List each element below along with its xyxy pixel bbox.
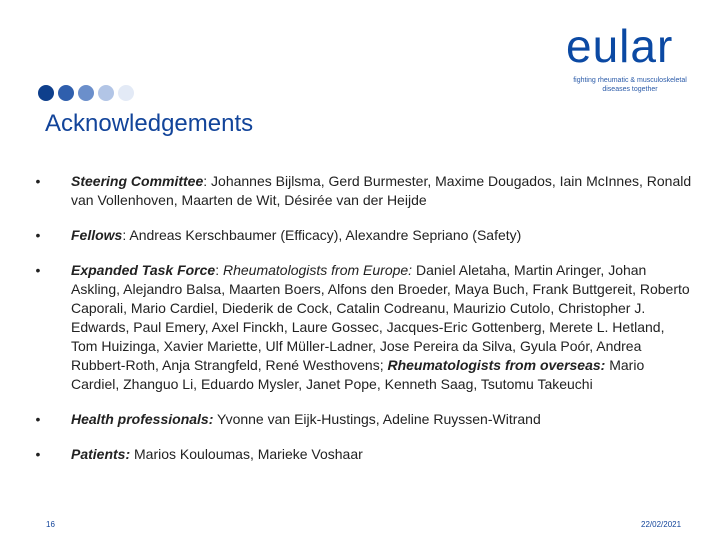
bullet-icon: • [35,446,41,462]
list-item-text [71,226,692,245]
text-run: : Andreas Kerschbaumer (Efficacy), Alexandre Sepriano (Safety) [122,227,522,243]
decorative-dots [38,85,134,101]
list-item [32,226,692,245]
page-number: 16 [46,520,55,529]
acknowledgements-list [32,172,692,480]
text-run: : Johannes Bijlsma, Gerd Burmester, Maxime Dougados, Iain McInnes, Ronald van Vollenhoven, Maarten de Wit, Désirée van der Heijde [71,173,692,208]
list-item [32,445,692,464]
bullet-icon: • [35,173,41,189]
list-item [32,261,692,394]
decorative-dot [78,85,94,101]
logo-tagline [566,76,694,94]
logo-tagline-line-2: diseases together [602,86,658,93]
decorative-dot [38,85,54,101]
decorative-dot [58,85,74,101]
bullet-icon: • [35,227,41,243]
list-item-text [71,172,692,210]
text-run: Patients: [71,446,131,462]
decorative-dot [118,85,134,101]
text-run: Rheumatologists from overseas: [387,357,606,373]
text-run: Yvonne van Eijk-Hustings, Adeline Ruyssen-Witrand [213,411,541,427]
list-item [32,172,692,210]
text-run: Mario Cardiel, Zhanguo Li, Eduardo Mysler, Janet Pope, Kenneth Saag, Tsutomu Takeuchi [71,357,645,392]
text-run: Expanded Task Force [71,262,216,278]
text-run: Marios Kouloumas, Marieke Voshaar [130,446,363,462]
slide-date: 22/02/2021 [641,520,682,529]
text-run: Daniel Aletaha, Martin Aringer, Johan Askling, Alejandro Balsa, Maarten Boers, Alfons den Broeder, Maya Buch, Frank Buttgereit, Roberto Caporali, Mario Cardiel, Diederik de Cock, Catalin Codreanu, Maurizio Cutolo, Christopher J. Edwards, Paul Emery, Axel Finckh, Laure Gossec, Jacques-Eric Gottenberg, Merete L. Hetland, Tom Huizinga, Xavier Mariette, Ulf Müller-Ladner, Jose Pereira da Silva, Gyula Poór, Andrea Rubbert-Roth, Anja Strangfeld, René Westhovens; [71,262,690,373]
list-item-text [71,410,692,429]
list-item [32,410,692,429]
bullet-icon: • [35,411,41,427]
eular-logo [560,22,700,97]
text-run: Health professionals: [71,411,214,427]
logo-wordmark: eular [566,20,674,72]
text-run: Rheumatologists from Europe: [222,262,413,278]
text-run: Steering Committee [71,173,204,189]
slide-title: Acknowledgements [45,110,254,137]
decorative-dot [98,85,114,101]
text-run: : [215,262,223,278]
text-run: Fellows [71,227,123,243]
list-item-text [71,261,692,394]
bullet-icon: • [35,262,41,278]
list-item-text [71,445,692,464]
logo-tagline-line-1: fighting rheumatic & musculoskeletal [573,77,687,84]
